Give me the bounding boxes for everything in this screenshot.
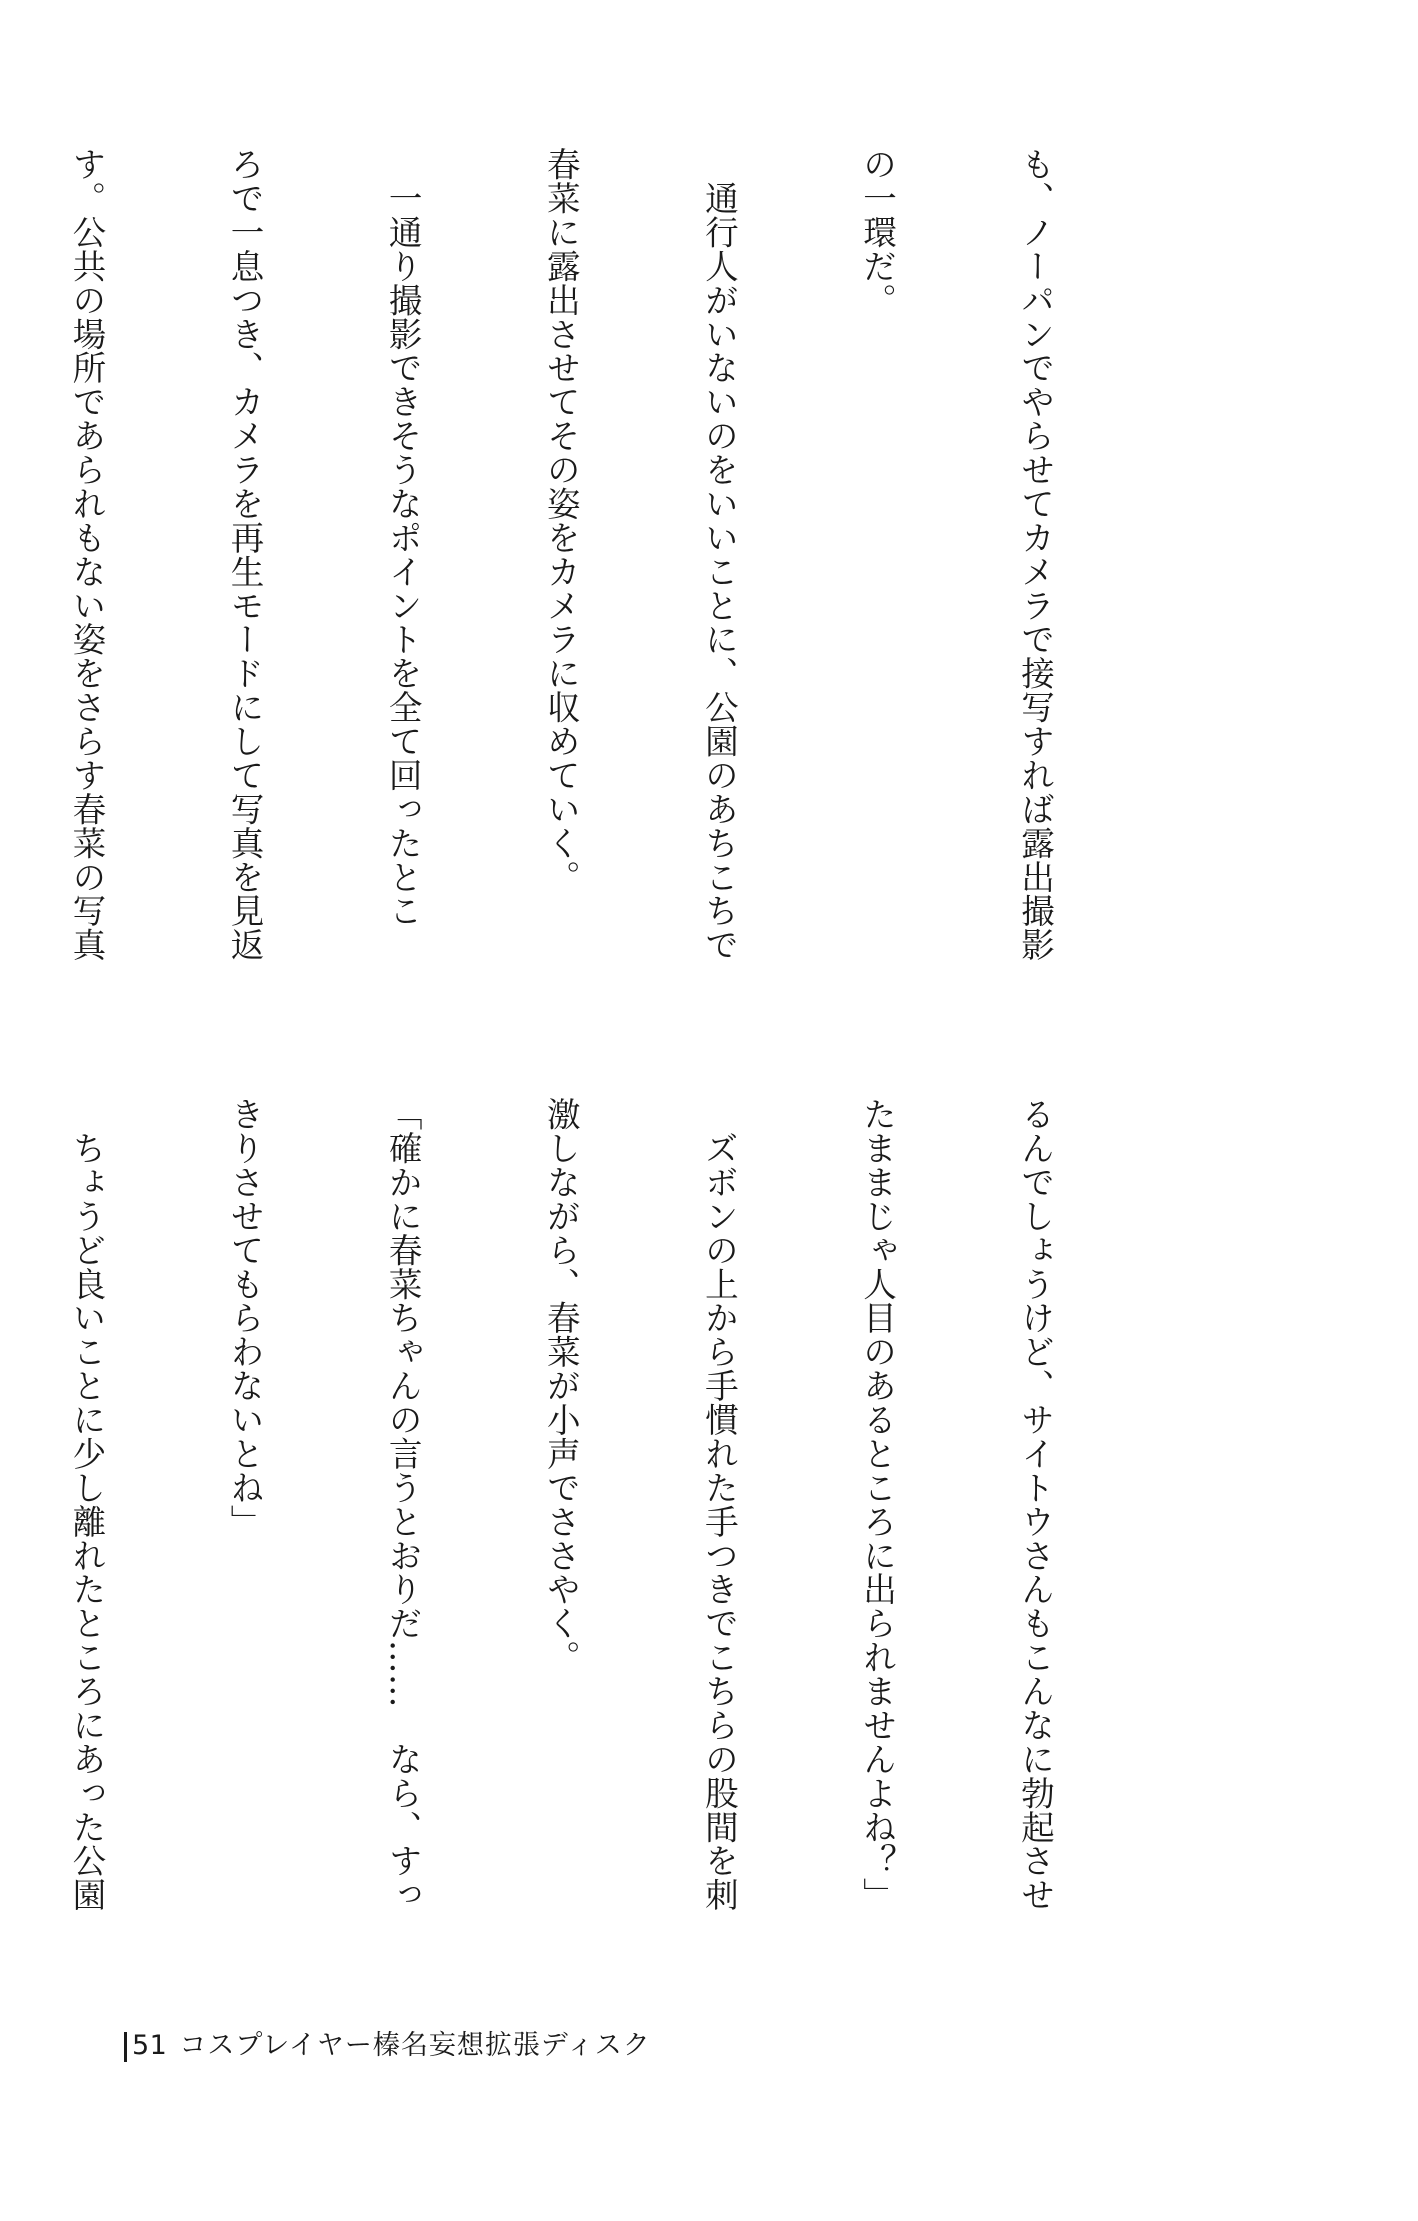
text-column: たままじゃ人目のあるところに出られませんよね？」 <box>857 1097 897 1912</box>
text-column: 春菜に露出させてその姿をカメラに収めていく。 <box>541 147 581 894</box>
text-column: 「確かに春菜ちゃんの言うとおりだ…… なら、すっ <box>383 1097 423 1912</box>
text-column: 通行人がいないのをいいことに、公園のあちこちで <box>699 147 739 962</box>
text-block-top <box>66 147 1166 1007</box>
text-column: 一通り撮影できそうなポイントを全て回ったとこ <box>383 147 423 928</box>
book-title: コスプレイヤー榛名妄想拡張ディスク <box>179 2030 651 2061</box>
text-column: す。公共の場所であられもない姿をさらす春菜の写真 <box>66 147 106 962</box>
text-column: きりさせてもらわないとね」 <box>225 1097 265 1539</box>
text-column: ちょうど良いことに少し離れたところにあった公園 <box>66 1097 106 1912</box>
text-column: 激しながら、春菜が小声でささやく。 <box>541 1097 581 1674</box>
text-column: るんでしょうけど、サイトウさんもこんなに勃起させ <box>1015 1097 1055 1912</box>
text-column: ズボンの上から手慣れた手つきでこちらの股間を刺 <box>699 1097 739 1912</box>
text-block-bottom <box>66 1097 1166 1967</box>
page-footer <box>124 2028 651 2062</box>
page-number: 51 <box>132 2030 168 2061</box>
text-column: の一環だ。 <box>857 147 897 317</box>
text-column: も、ノーパンでやらせてカメラで接写すれば露出撮影 <box>1015 147 1055 962</box>
footer-divider <box>124 2032 127 2062</box>
text-column: ろで一息つき、カメラを再生モードにして写真を見返 <box>225 147 265 962</box>
